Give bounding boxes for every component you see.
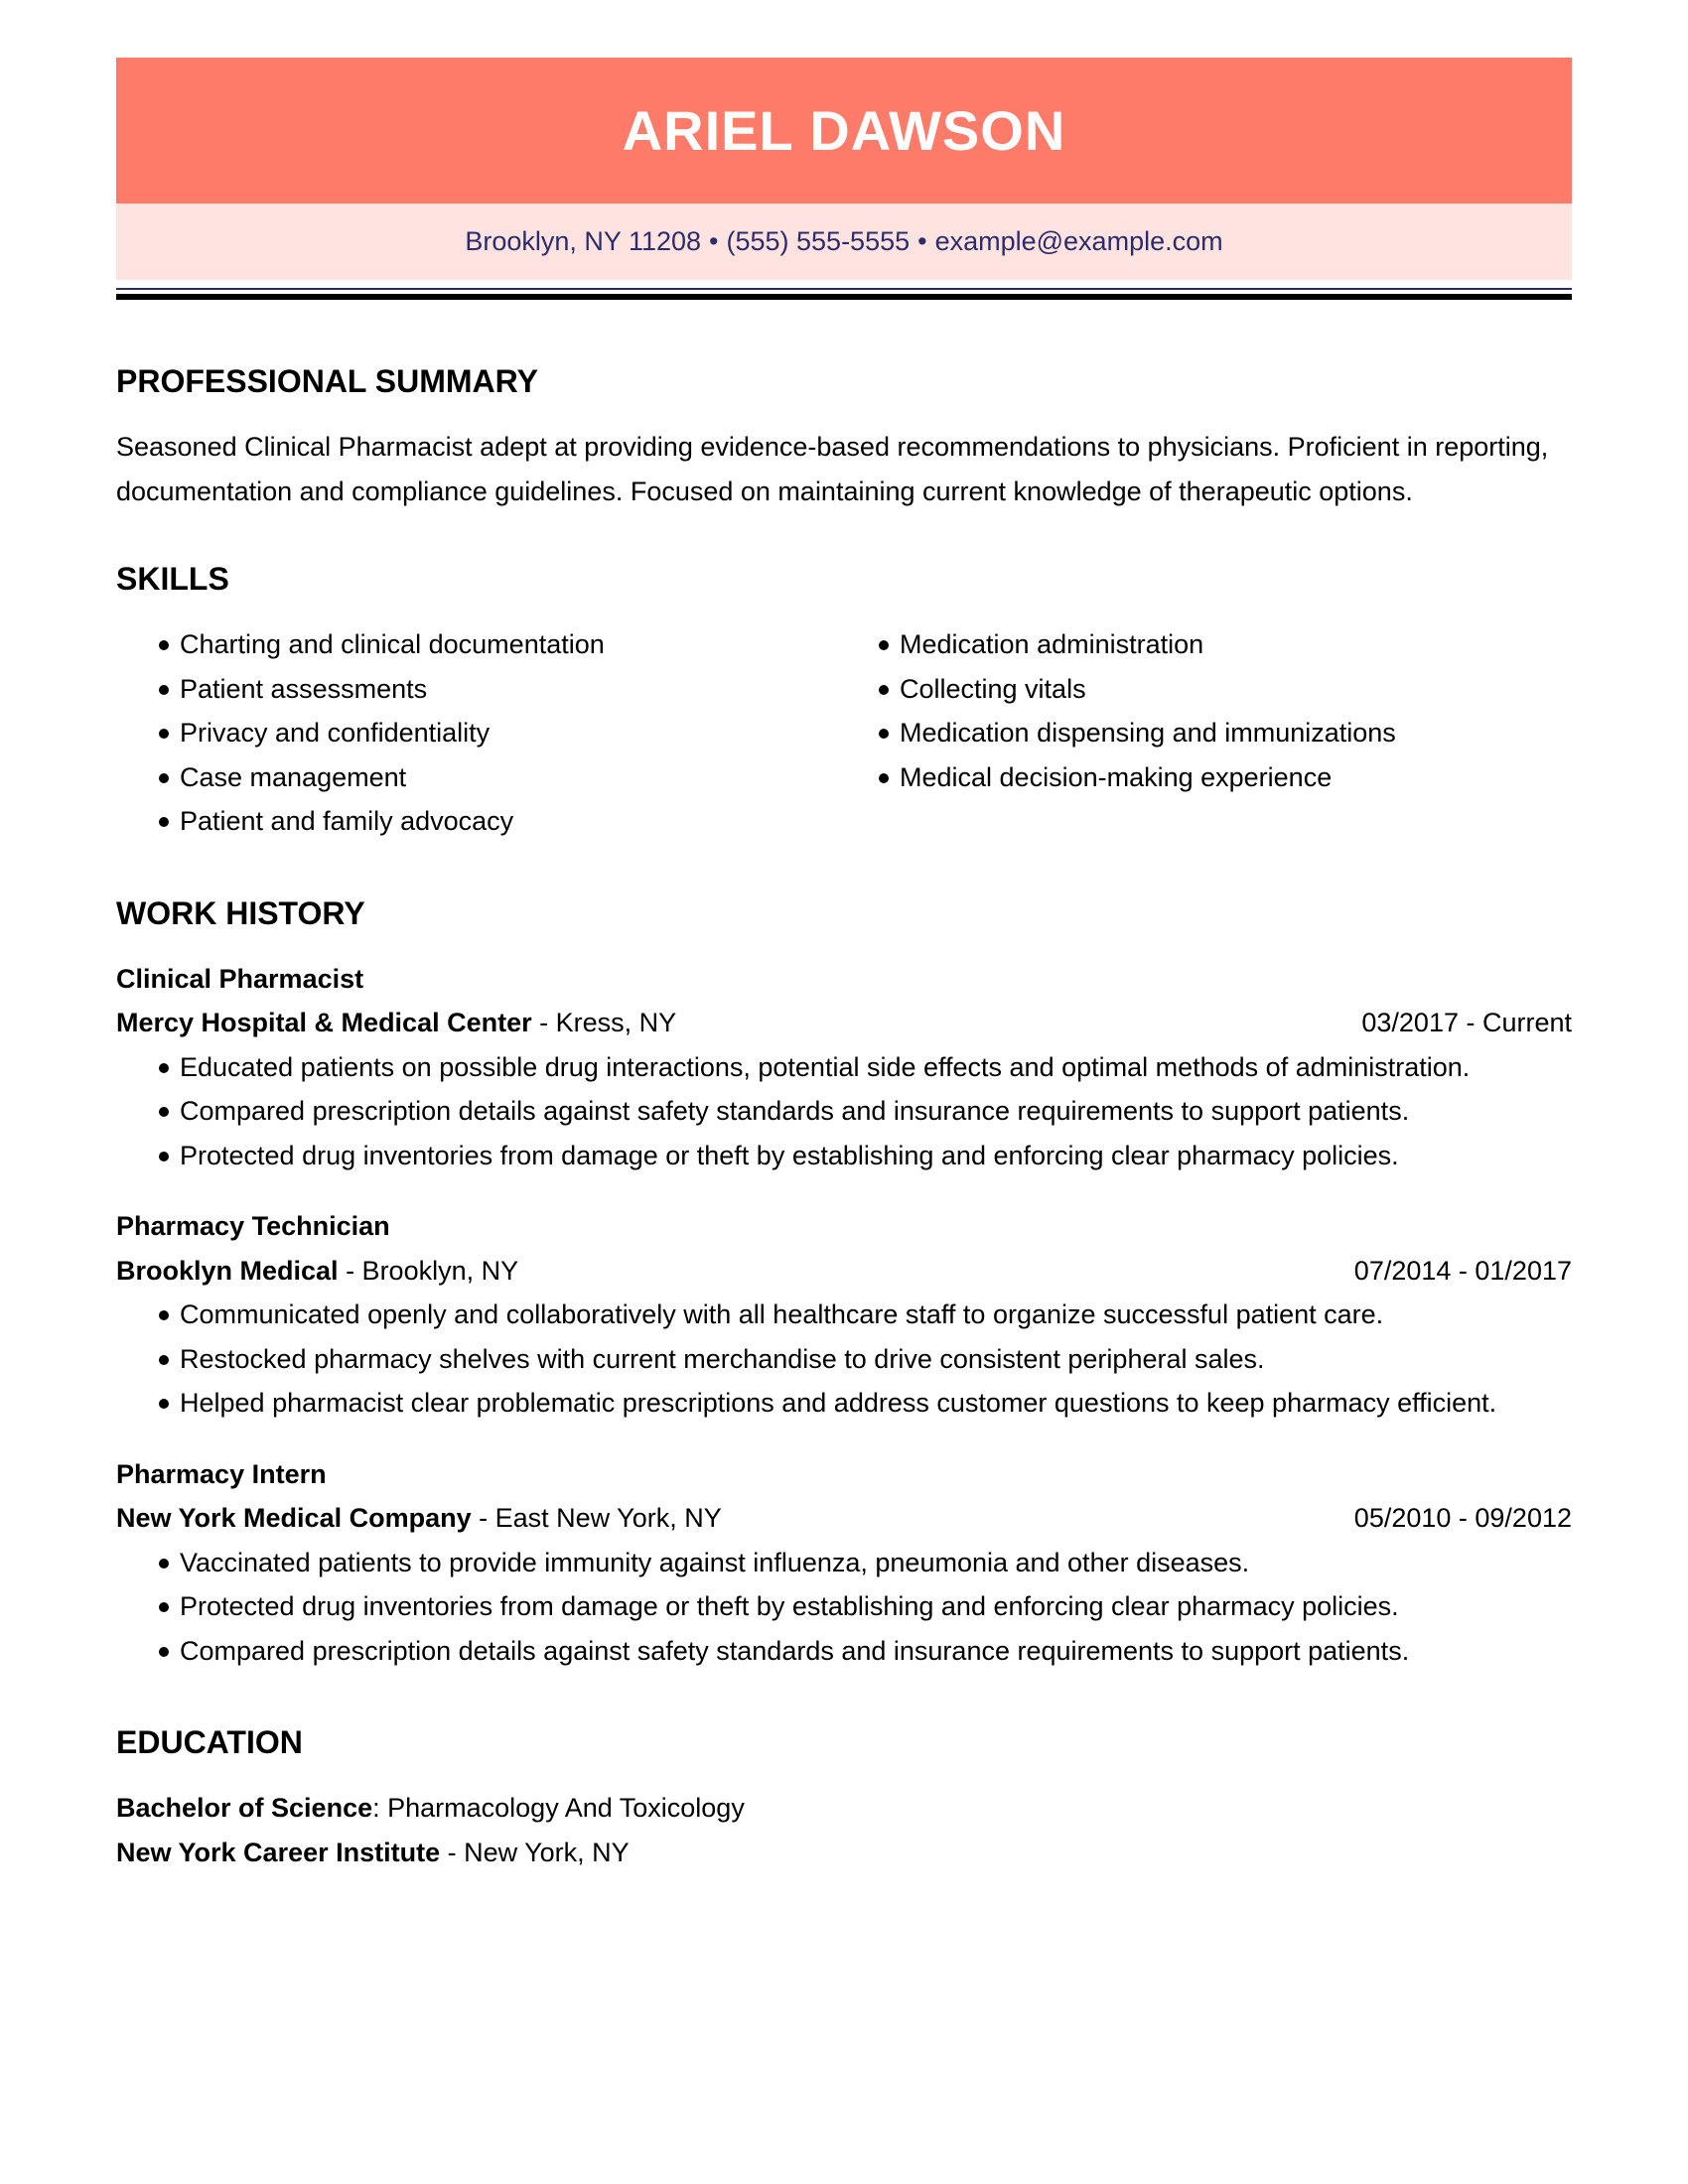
job-company-line (116, 1249, 1572, 1294)
contact-phone: (555) 555-5555 (726, 226, 911, 256)
contact-address: Brooklyn, NY 11208 (465, 226, 702, 256)
job-duty-item: Compared prescription details against safety standards and insurance requirements to support patients. (116, 1089, 1572, 1134)
job-duty-item: Communicated openly and collaboratively with all healthcare staff to organize successful patient care. (116, 1293, 1572, 1337)
contact-separator: • (709, 226, 719, 256)
job-duty-item: Restocked pharmacy shelves with current merchandise to drive consistent peripheral sales. (116, 1337, 1572, 1382)
skill-item: Collecting vitals (836, 667, 1564, 712)
name-banner (116, 58, 1572, 204)
work-history-section (116, 891, 1572, 1674)
summary-heading: PROFESSIONAL SUMMARY (116, 363, 538, 399)
skill-item: Patient and family advocacy (116, 799, 844, 844)
job-entry (116, 957, 1572, 1178)
job-entry (116, 1204, 1572, 1426)
skills-grid (116, 622, 1572, 844)
skills-column-left (116, 622, 844, 844)
job-duty-item: Vaccinated patients to provide immunity against influenza, pneumonia and other diseases. (116, 1541, 1572, 1585)
skill-item: Patient assessments (116, 667, 844, 712)
skills-column-right (836, 622, 1564, 844)
skill-item: Medication dispensing and immunizations (836, 711, 1564, 755)
job-duty-item: Helped pharmacist clear problematic prescriptions and address customer questions to keep pharmacy efficient. (116, 1381, 1572, 1426)
job-company: New York Medical Company (116, 1503, 472, 1533)
job-company-line (116, 1001, 1572, 1045)
job-entry (116, 1452, 1572, 1674)
job-company: Brooklyn Medical (116, 1255, 339, 1286)
job-title: Pharmacy Technician (116, 1211, 390, 1241)
skills-list-right (836, 622, 1564, 799)
job-duty-item: Educated patients on possible drug interactions, potential side effects and optimal methods of administration. (116, 1045, 1572, 1090)
job-dates: 05/2010 - 09/2012 (1353, 1503, 1572, 1533)
job-duty-item: Protected drug inventories from damage or theft by establishing and enforcing clear pharmacy policies. (116, 1134, 1572, 1178)
education-degree: Bachelor of Science (116, 1793, 373, 1823)
contact-email: example@example.com (934, 226, 1223, 256)
skills-list-left (116, 622, 844, 844)
job-employer (116, 1249, 518, 1294)
summary-text: Seasoned Clinical Pharmacist adept at providing evidence-based recommendations to physicians. Proficient in reporting, documentation and compliance guidelines. Focused on maintaining current knowledge of therapeutic options. (116, 432, 1549, 506)
job-location: - East New York, NY (471, 1503, 722, 1533)
summary-section (116, 359, 1572, 513)
job-location: - Kress, NY (531, 1008, 677, 1037)
job-duties (116, 1541, 1572, 1674)
job-duties (116, 1293, 1572, 1426)
skills-heading: SKILLS (116, 561, 229, 597)
education-heading: EDUCATION (116, 1724, 303, 1760)
work-history-heading: WORK HISTORY (116, 894, 365, 931)
contact-separator: • (917, 226, 927, 256)
skill-item: Case management (116, 755, 844, 800)
job-duty-item: Compared prescription details against safety standards and insurance requirements to support patients. (116, 1629, 1572, 1674)
job-employer (116, 1496, 722, 1541)
candidate-name: ARIEL DAWSON (622, 99, 1066, 162)
job-location: - Brooklyn, NY (338, 1255, 519, 1286)
education-school-line (116, 1831, 1572, 1875)
header-divider-thin (116, 288, 1572, 290)
education-school: New York Career Institute (116, 1837, 441, 1867)
resume-body (116, 359, 1572, 1874)
resume-header (116, 58, 1572, 300)
skills-section (116, 557, 1572, 844)
education-location: - New York, NY (440, 1837, 630, 1867)
job-company-line (116, 1496, 1572, 1541)
contact-bar (116, 204, 1572, 280)
job-title: Clinical Pharmacist (116, 963, 364, 994)
job-company: Mercy Hospital & Medical Center (116, 1008, 532, 1037)
job-title: Pharmacy Intern (116, 1458, 327, 1489)
skill-item: Charting and clinical documentation (116, 622, 844, 667)
job-dates: 03/2017 - Current (1361, 1008, 1572, 1037)
job-dates: 07/2014 - 01/2017 (1353, 1255, 1572, 1286)
education-degree-line (116, 1786, 1572, 1831)
header-divider-thick (116, 294, 1572, 300)
job-duties (116, 1045, 1572, 1178)
job-duty-item: Protected drug inventories from damage or theft by establishing and enforcing clear pharmacy policies. (116, 1584, 1572, 1629)
education-section (116, 1720, 1572, 1874)
skill-item: Medical decision-making experience (836, 755, 1564, 800)
job-employer (116, 1001, 676, 1045)
skill-item: Medication administration (836, 622, 1564, 667)
skill-item: Privacy and confidentiality (116, 711, 844, 755)
education-field: : Pharmacology And Toxicology (372, 1793, 745, 1823)
